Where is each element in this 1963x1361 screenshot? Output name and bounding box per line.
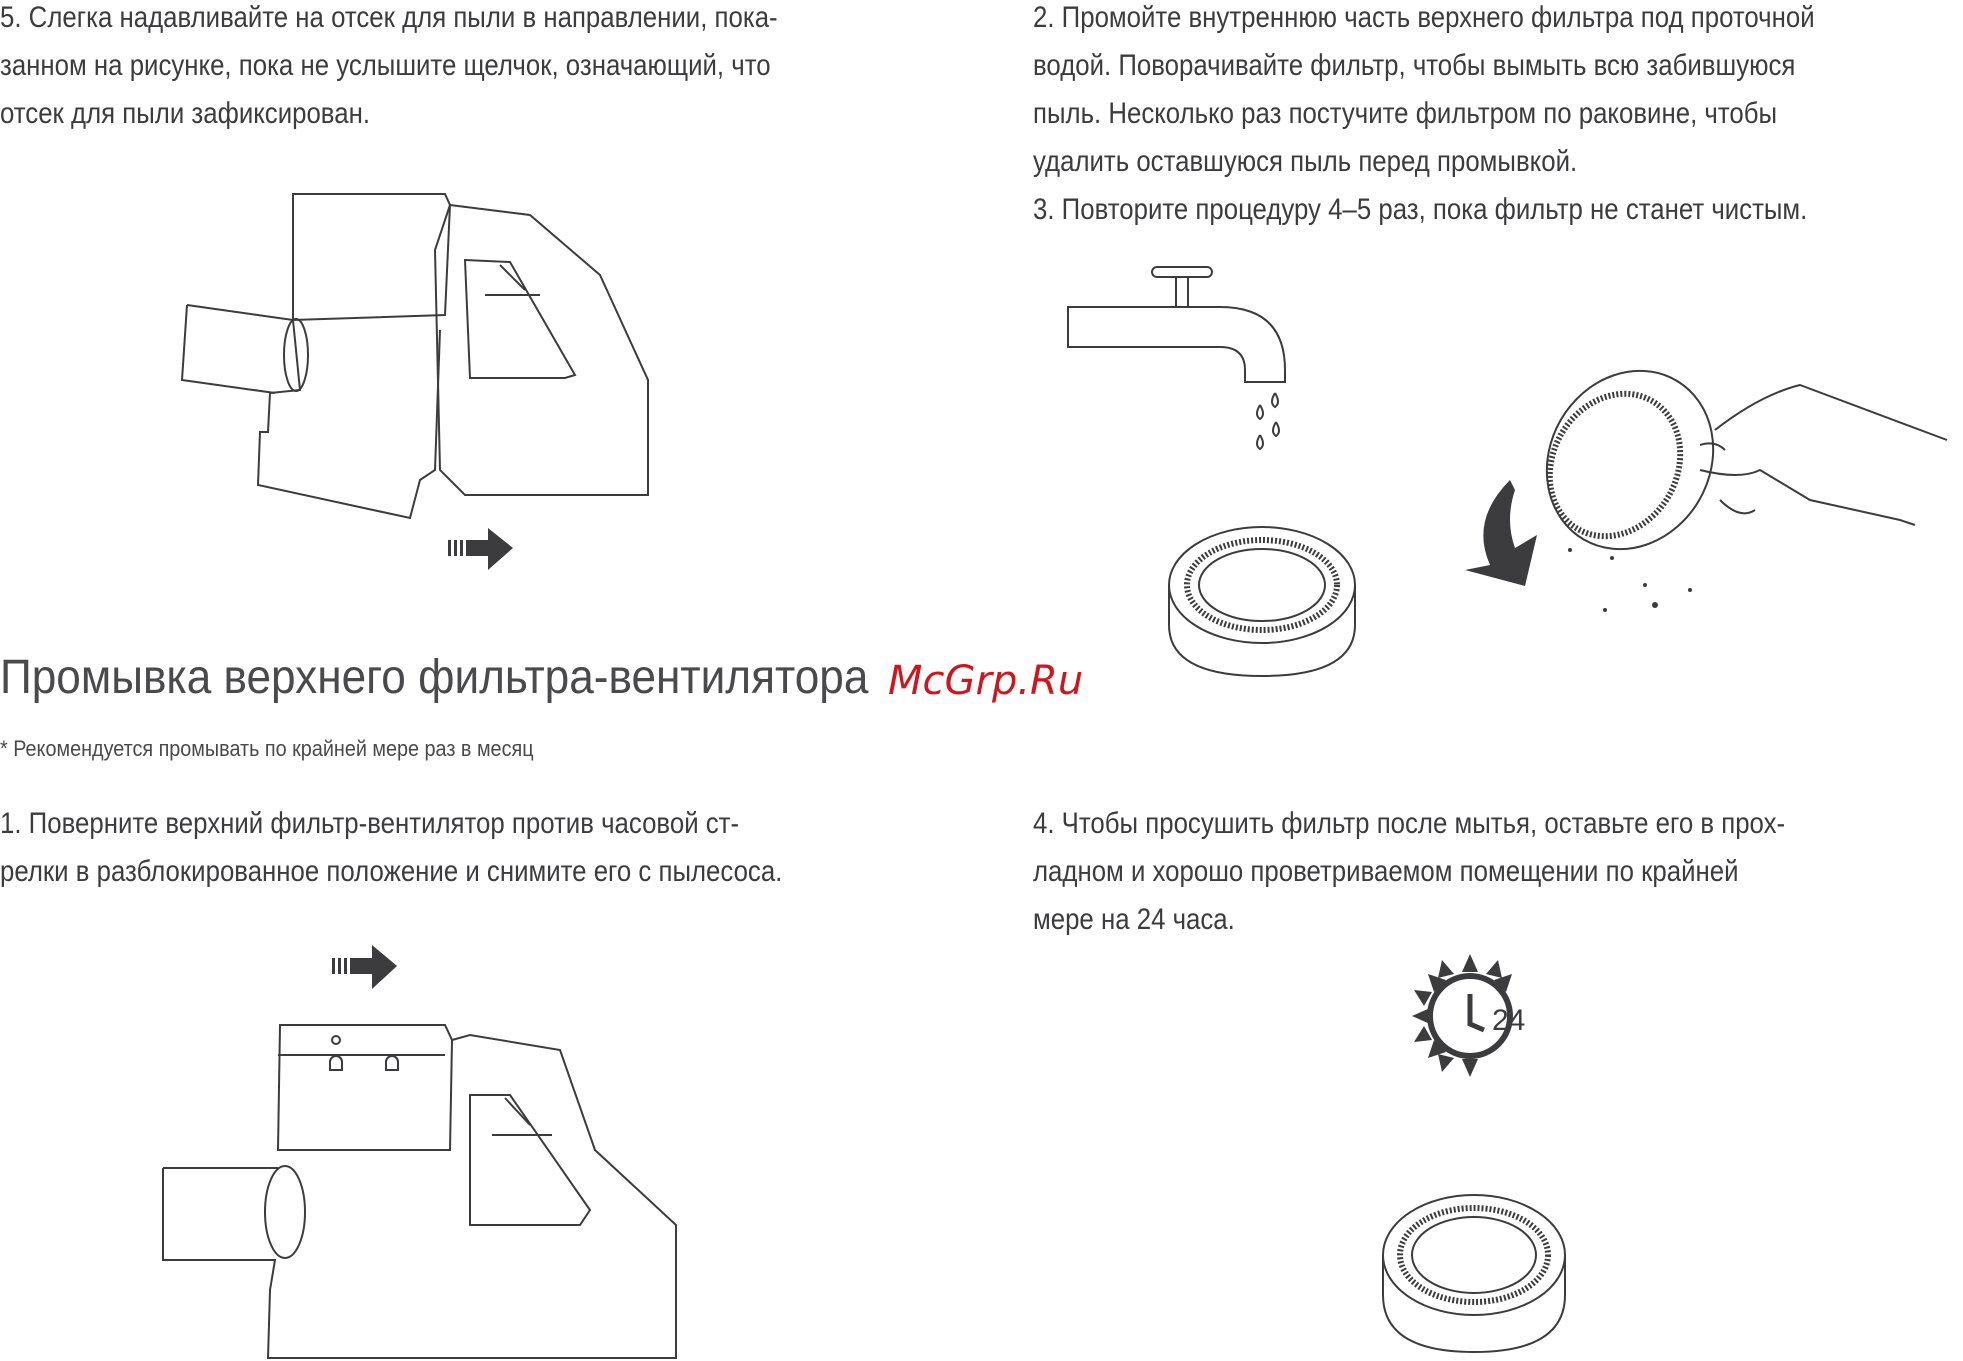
- section-title: Промывка верхнего фильтра-вентилятора: [0, 651, 869, 704]
- hand-with-filter-illustration: [1515, 340, 1947, 579]
- watermark: McGrp.Ru: [888, 658, 1084, 704]
- text-line: 1. Поверните верхний фильтр-вентилятор против часовой ст-: [0, 807, 740, 840]
- filter-drying-illustration: [1383, 1195, 1565, 1352]
- text-line: 3. Повторите процедуру 4–5 раз, пока фильтр не станет чистым.: [1033, 193, 1808, 226]
- tap-arrow-icon: [1465, 480, 1537, 586]
- text-line: релки в разблокированное положение и снимите его с пылесоса.: [0, 855, 783, 888]
- text-line: удалить оставшуюся пыль перед промывкой.: [1033, 145, 1578, 178]
- text-line: ладном и хорошо проветриваемом помещении по крайней: [1033, 855, 1739, 888]
- text-line: 4. Чтобы просушить фильтр после мытья, оставьте его в прох-: [1033, 807, 1786, 840]
- sun-clock-24h-icon: [1412, 954, 1525, 1077]
- text-line: занном на рисунке, пока не услышите щелчок, означающий, что: [0, 49, 771, 82]
- hours-label: 24: [1492, 1004, 1526, 1037]
- text-line: водой. Поворачивайте фильтр, чтобы вымыть всю забившуюся: [1033, 49, 1796, 82]
- vacuum-filter-illustration: [163, 1025, 676, 1358]
- arrow-right-icon: [448, 528, 513, 570]
- section-note: * Рекомендуется промывать по крайней мере раз в месяц: [0, 736, 534, 761]
- text-line: пыль. Несколько раз постучите фильтром по раковине, чтобы: [1033, 97, 1778, 130]
- filter-illustration: [1169, 527, 1355, 676]
- arrow-right-icon: [332, 945, 397, 989]
- text-line: 5. Слегка надавливайте на отсек для пыли в направлении, пока-: [0, 1, 778, 34]
- faucet-illustration: [1068, 267, 1285, 449]
- text-line: 2. Промойте внутреннюю часть верхнего фильтра под проточной: [1033, 1, 1815, 34]
- dust-particles: [1568, 548, 1692, 612]
- text-line: мере на 24 часа.: [1033, 903, 1235, 936]
- vacuum-dustbin-illustration: [182, 194, 648, 518]
- text-line: отсек для пыли зафиксирован.: [0, 97, 371, 130]
